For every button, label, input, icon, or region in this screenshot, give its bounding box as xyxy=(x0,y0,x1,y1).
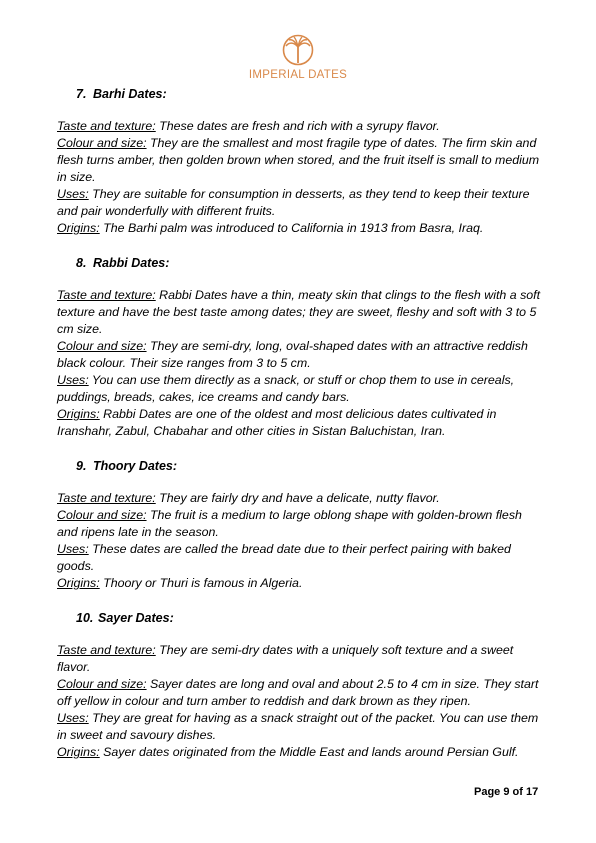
entry-label: Uses: xyxy=(57,711,89,725)
section-entry xyxy=(57,135,542,186)
brand-logo xyxy=(0,34,596,81)
entry-label: Uses: xyxy=(57,373,89,387)
entry-text: You can use them directly as a snack, or stuff or chop them to use in cereals, puddings, breads, cakes, ice creams and candy bars. xyxy=(57,373,515,404)
section-heading xyxy=(57,255,542,271)
entry-label: Taste and texture: xyxy=(57,119,156,133)
entry-label: Colour and size: xyxy=(57,339,147,353)
entry-text: They are semi-dry dates with a uniquely soft texture and a sweet flavor. xyxy=(57,643,514,674)
section-title: Sayer Dates: xyxy=(98,611,174,625)
entry-label: Taste and texture: xyxy=(57,288,156,302)
date-section xyxy=(57,458,542,592)
entry-text: Rabbi Dates have a thin, meaty skin that clings to the flesh with a soft texture and have the best taste among dates; they are sweet, fleshy and soft with 3 to 5 cm size. xyxy=(57,288,541,336)
section-title: Thoory Dates: xyxy=(93,459,178,473)
entry-label: Origins: xyxy=(57,576,100,590)
section-title: Barhi Dates: xyxy=(93,87,167,101)
entry-text: The fruit is a medium to large oblong shape with golden-brown flesh and ripens late in the season. xyxy=(57,508,522,539)
palm-tree-icon xyxy=(282,34,314,66)
section-entry xyxy=(57,287,542,338)
section-number: 7. xyxy=(76,87,87,101)
date-section xyxy=(57,255,542,440)
entry-text: They are fairly dry and have a delicate, nutty flavor. xyxy=(155,491,440,505)
section-heading xyxy=(57,458,542,474)
entry-text: Thoory or Thuri is famous in Algeria. xyxy=(99,576,303,590)
date-section xyxy=(57,86,542,237)
section-title: Rabbi Dates: xyxy=(93,256,170,270)
entry-text: Rabbi Dates are one of the oldest and most delicious dates cultivated in Iranshahr, Zabul, Chabahar and other cities in Sistan Baluchistan, Iran. xyxy=(57,407,497,438)
section-entry xyxy=(57,642,542,676)
section-entry xyxy=(57,541,542,575)
section-heading xyxy=(57,86,542,102)
section-entry xyxy=(57,490,542,507)
entry-label: Uses: xyxy=(57,542,89,556)
date-section xyxy=(57,610,542,761)
entry-label: Origins: xyxy=(57,407,100,421)
entry-label: Origins: xyxy=(57,221,100,235)
section-number: 10. xyxy=(76,611,94,625)
entry-text: The Barhi palm was introduced to California in 1913 from Basra, Iraq. xyxy=(99,221,484,235)
entry-text: These dates are fresh and rich with a syrupy flavor. xyxy=(155,119,440,133)
entry-text: They are the smallest and most fragile type of dates. The firm skin and flesh turns amber, then golden brown when stored, and the fruit itself is small to medium in size. xyxy=(57,136,540,184)
entry-text: Sayer dates are long and oval and about 2.5 to 4 cm in size. They start off yellow in colour and turn amber to reddish and dark brown as they ripen. xyxy=(57,677,539,708)
section-heading xyxy=(57,610,542,626)
section-entry xyxy=(57,220,542,237)
section-entry xyxy=(57,507,542,541)
entry-text: They are great for having as a snack straight out of the packet. You can use them in sweet and savoury dishes. xyxy=(57,711,539,742)
section-entry xyxy=(57,406,542,440)
section-entry xyxy=(57,676,542,710)
entry-label: Colour and size: xyxy=(57,136,147,150)
section-entry xyxy=(57,744,542,761)
section-entry xyxy=(57,186,542,220)
entry-text: They are suitable for consumption in desserts, as they tend to keep their texture and pair wonderfully with different fruits. xyxy=(57,187,530,218)
entry-label: Taste and texture: xyxy=(57,491,156,505)
entry-label: Colour and size: xyxy=(57,508,147,522)
entry-text: They are semi-dry, long, oval-shaped dates with an attractive reddish black colour. Their size ranges from 3 to 5 cm. xyxy=(57,339,528,370)
section-entry xyxy=(57,575,542,592)
entry-text: Sayer dates originated from the Middle East and lands around Persian Gulf. xyxy=(99,745,519,759)
section-entry xyxy=(57,118,542,135)
section-number: 8. xyxy=(76,256,87,270)
brand-name: IMPERIAL DATES xyxy=(248,69,348,81)
section-number: 9. xyxy=(76,459,87,473)
section-entry xyxy=(57,710,542,744)
page-number: Page 9 of 17 xyxy=(474,786,539,798)
entry-label: Uses: xyxy=(57,187,89,201)
entry-label: Origins: xyxy=(57,745,100,759)
entry-text: These dates are called the bread date due to their perfect pairing with baked goods. xyxy=(57,542,511,573)
entry-label: Taste and texture: xyxy=(57,643,156,657)
document-body xyxy=(57,86,542,779)
section-entry xyxy=(57,338,542,372)
section-entry xyxy=(57,372,542,406)
entry-label: Colour and size: xyxy=(57,677,147,691)
